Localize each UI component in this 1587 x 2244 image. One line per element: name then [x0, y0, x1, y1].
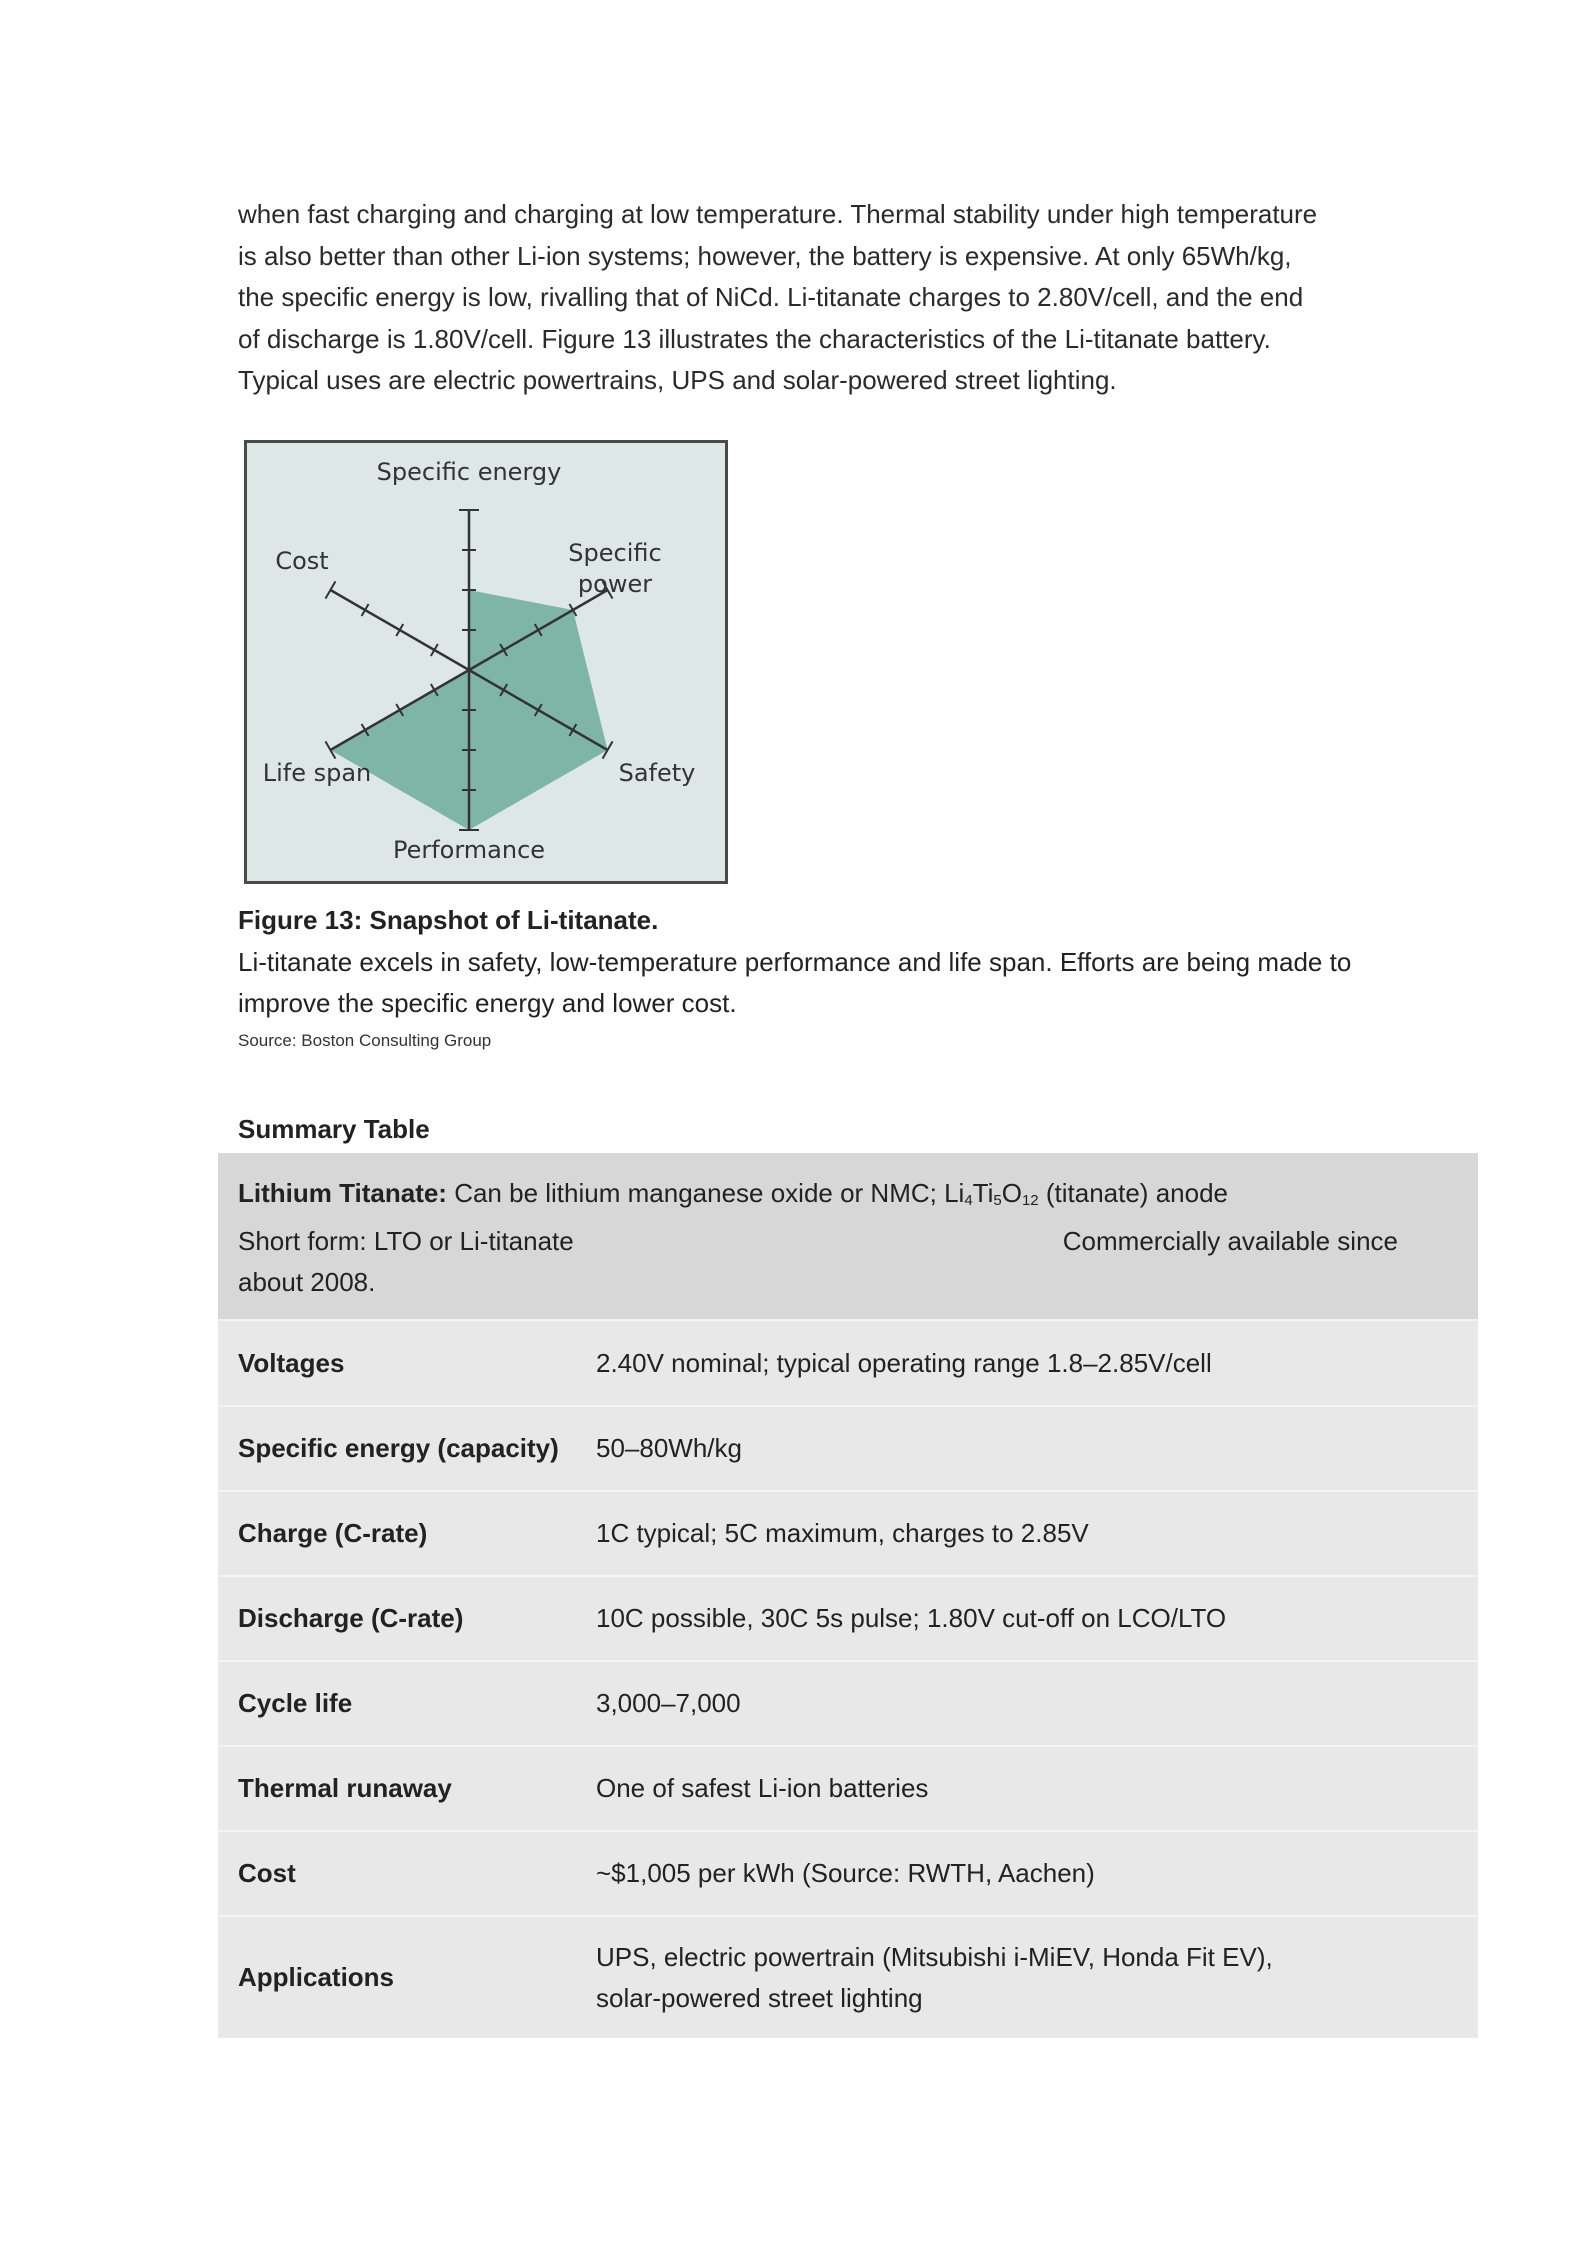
row-value: ~$1,005 per kWh (Source: RWTH, Aachen)	[596, 1858, 1095, 1888]
row-value: 10C possible, 30C 5s pulse; 1.80V cut-off on LCO/LTO	[596, 1603, 1227, 1633]
intro-paragraph	[238, 194, 1398, 402]
battery-name: Lithium Titanate:	[238, 1178, 447, 1208]
availability: Commercially available since	[1062, 1226, 1398, 1256]
table-row	[218, 1660, 1478, 1745]
row-value	[596, 1937, 1478, 2019]
subscript: 4	[964, 1192, 973, 1209]
table-row	[218, 1405, 1478, 1490]
row-key: Thermal runaway	[238, 1773, 452, 1803]
figure-description-line: improve the specific energy and lower cost.	[238, 988, 737, 1018]
figure-title: Figure 13: Snapshot of Li-titanate.	[238, 905, 659, 935]
table-row	[218, 1915, 1478, 2038]
figure-description-line: Li-titanate excels in safety, low-temperature performance and life span. Efforts are being made to	[238, 946, 1352, 977]
axis-label-life-span: Life span	[262, 759, 372, 787]
availability-cont: about 2008.	[238, 1267, 376, 1297]
row-key: Applications	[238, 1962, 395, 1992]
row-value: 2.40V nominal; typical operating range 1.8–2.85V/cell	[596, 1347, 1212, 1378]
axis-label-specific-energy: Specific energy	[376, 458, 562, 486]
row-key: Cost	[238, 1858, 296, 1888]
table-row	[218, 1830, 1478, 1915]
formula-part: Ti	[972, 1178, 994, 1208]
header-line	[238, 1221, 1458, 1262]
summary-table-header	[218, 1153, 1478, 1319]
intro-line: the specific energy is low, rivalling that of NiCd. Li-titanate charges to 2.80V/cell, and the end	[238, 282, 1304, 312]
figure-source: Source: Boston Consulting Group	[238, 1030, 492, 1050]
summary-title: Summary Table	[238, 1114, 430, 1144]
row-value-line: solar-powered street lighting	[596, 1982, 923, 2013]
summary-table	[218, 1153, 1478, 2038]
row-value: 1C typical; 5C maximum, charges to 2.85V	[596, 1518, 1089, 1548]
subscript: 5	[993, 1192, 1002, 1209]
axis-label-safety: Safety	[618, 759, 696, 787]
axis-label-specific-power: Specific power	[568, 539, 662, 598]
header-desc: Can be lithium manganese oxide or NMC; Li	[446, 1178, 965, 1208]
header-line	[238, 1173, 1458, 1221]
header-desc-post: (titanate) anode	[1038, 1178, 1228, 1208]
row-key: Voltages	[238, 1347, 345, 1378]
intro-line: of discharge is 1.80V/cell. Figure 13 illustrates the characteristics of the Li-titanate battery.	[238, 323, 1271, 354]
short-form: Short form: LTO or Li-titanate	[238, 1226, 574, 1256]
row-key: Specific energy (capacity)	[238, 1433, 559, 1463]
axis-label-cost: Cost	[275, 547, 329, 575]
table-row	[218, 1745, 1478, 1830]
formula-part: O	[1001, 1178, 1022, 1208]
row-value: One of safest Li-ion batteries	[596, 1773, 929, 1803]
intro-line: Typical uses are electric powertrains, UPS and solar-powered street lighting.	[238, 365, 1117, 395]
row-key: Charge (C-rate)	[238, 1518, 428, 1548]
intro-line: when fast charging and charging at low temperature. Thermal stability under high temperature	[238, 199, 1318, 229]
radar-chart	[247, 443, 725, 881]
subscript: 12	[1021, 1192, 1039, 1209]
row-value: 3,000–7,000	[596, 1688, 741, 1718]
intro-line: is also better than other Li-ion systems; however, the battery is expensive. At only 65Wh/kg,	[238, 240, 1292, 271]
row-key: Cycle life	[238, 1688, 353, 1718]
row-value-line: UPS, electric powertrain (Mitsubishi i-MiEV, Honda Fit EV),	[596, 1941, 1273, 1972]
table-row	[218, 1575, 1478, 1660]
figure-caption	[238, 900, 1418, 1053]
radar-tick	[325, 581, 335, 598]
table-row	[218, 1490, 1478, 1575]
row-value: 50–80Wh/kg	[596, 1433, 742, 1463]
table-row	[218, 1319, 1478, 1405]
axis-label-performance: Performance	[392, 836, 546, 864]
radar-chart-figure	[244, 440, 728, 884]
row-key: Discharge (C-rate)	[238, 1603, 464, 1633]
